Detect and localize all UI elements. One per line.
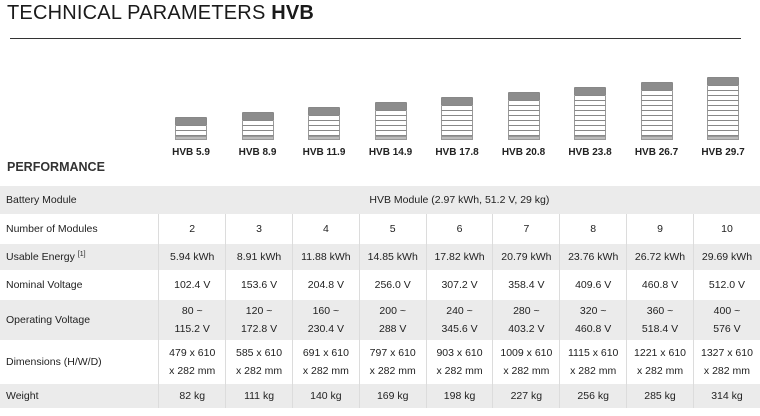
table-cell: [560, 340, 627, 384]
table-cell: [693, 300, 760, 340]
row-label: [0, 244, 159, 270]
battery-base: [641, 136, 673, 140]
cell-line: 11.88 kWh: [301, 251, 351, 263]
table-cell: [560, 214, 627, 244]
cell-line: 230.4 V: [307, 323, 344, 335]
table-cell: [560, 270, 627, 300]
battery-base: [508, 136, 540, 140]
table-cell: [426, 270, 493, 300]
cell-line: 256.0 V: [374, 279, 411, 291]
battery-base: [308, 136, 340, 140]
table-row: [0, 186, 760, 214]
battery-base: [175, 136, 207, 140]
cell-line: 1221 x 610: [634, 347, 686, 359]
product-name: HVB 26.7: [634, 147, 679, 158]
cell-line: 307.2 V: [441, 279, 478, 291]
row-label: [0, 384, 159, 408]
battery-cap: [175, 117, 207, 126]
title-prefix: TECHNICAL PARAMETERS: [7, 2, 272, 24]
cell-line: 1115 x 610: [567, 347, 619, 359]
battery-cap: [242, 112, 274, 121]
cell-line: 20.79 kWh: [501, 251, 552, 263]
battery-base: [574, 136, 606, 140]
battery-cap: [441, 97, 473, 106]
battery-stack-icon: [175, 117, 207, 140]
battery-cap: [308, 107, 340, 116]
cell-line: 1009 x 610: [500, 347, 553, 359]
cell-line: 3: [256, 223, 262, 235]
cell-line: 26.72 kWh: [634, 251, 686, 263]
cell-line: 8: [590, 223, 597, 235]
cell-line: 160 ~: [312, 305, 340, 317]
cell-line: 2: [189, 223, 196, 235]
cell-line: 240 ~: [446, 305, 473, 317]
battery-cap: [707, 77, 739, 86]
cell-line: 14.85 kWh: [367, 251, 418, 263]
table-cell: [359, 340, 426, 384]
table-cell: [226, 384, 293, 408]
table-cell: [226, 300, 293, 340]
row-label-text: Usable Energy: [6, 251, 75, 263]
cell-line: 6: [456, 223, 463, 235]
cell-line: 280 ~: [513, 305, 540, 317]
product-name: HVB 23.8: [568, 147, 612, 158]
cell-line: x 282 mm: [369, 365, 416, 377]
battery-stack-icon: [308, 107, 340, 140]
cell-line: 9: [657, 223, 663, 235]
cell-line: 403.2 V: [508, 323, 545, 335]
product-name: HVB 29.7: [701, 147, 745, 158]
table-cell: [292, 384, 359, 408]
footnote-marker: [1]: [77, 251, 86, 258]
table-cell: [426, 300, 493, 340]
battery-base: [441, 136, 473, 140]
cell-line: 17.82 kWh: [434, 251, 485, 263]
cell-line: 360 ~: [646, 305, 674, 317]
battery-base: [375, 136, 407, 140]
cell-line: 115.2 V: [174, 323, 210, 335]
table-cell: [359, 244, 426, 270]
product-3: [291, 40, 357, 160]
table-cell: [159, 214, 226, 244]
table-cell: [493, 340, 560, 384]
battery-stack-icon: [508, 92, 540, 140]
page-title: [7, 2, 314, 25]
cell-line: 111 kg: [244, 390, 275, 402]
battery-cap: [574, 87, 606, 96]
product-8: [624, 40, 690, 160]
table-cell: [359, 300, 426, 340]
battery-cap: [641, 82, 673, 91]
product-6: [491, 40, 557, 160]
table-cell: [292, 270, 359, 300]
cell-line: 80 ~: [181, 305, 203, 317]
table-cell: [693, 384, 760, 408]
battery-stack-icon: [707, 77, 739, 140]
battery-cap: [508, 92, 540, 101]
table-row: [0, 384, 760, 408]
row-label-text: Nominal Voltage: [6, 279, 83, 291]
table-cell: [693, 244, 760, 270]
cell-line: 169 kg: [376, 390, 409, 402]
cell-line: 102.4 V: [174, 279, 211, 291]
cell-line: 460.8 V: [641, 279, 679, 291]
cell-line: 172.8 V: [240, 323, 278, 335]
table-row: [0, 340, 760, 384]
cell-line: 256 kg: [577, 390, 609, 402]
product-illustrations: [0, 40, 760, 160]
cell-line: 512.0 V: [708, 279, 746, 291]
row-label: Battery Module: [0, 186, 159, 214]
cell-line: x 282 mm: [436, 365, 483, 377]
table-cell: [159, 300, 226, 340]
table-cell: [159, 340, 226, 384]
cell-line: 120 ~: [245, 305, 273, 317]
cell-line: x 282 mm: [636, 365, 684, 377]
table-cell: [693, 214, 760, 244]
table-cell: [226, 214, 293, 244]
battery-base: [242, 136, 274, 140]
cell-line: 345.6 V: [441, 323, 478, 335]
product-2: [225, 40, 291, 160]
cell-line: 358.4 V: [508, 279, 545, 291]
table-cell: [627, 384, 694, 408]
cell-line: 7: [523, 223, 530, 235]
title-divider: [10, 38, 741, 39]
product-5: [424, 40, 490, 160]
battery-stack-icon: [375, 102, 407, 140]
cell-line: 153.6 V: [240, 279, 278, 291]
cell-line: 797 x 610: [369, 347, 416, 359]
cell-line: x 282 mm: [236, 365, 283, 377]
cell-line: x 282 mm: [169, 365, 216, 377]
table-row: [0, 244, 760, 270]
product-name: HVB 14.9: [368, 147, 413, 158]
cell-line: x 282 mm: [570, 365, 617, 377]
cell-line: 288 V: [378, 323, 407, 335]
table-cell: [560, 244, 627, 270]
battery-stack-icon: [242, 112, 274, 140]
table-cell: [627, 340, 694, 384]
table-cell: [226, 340, 293, 384]
table-cell: [359, 384, 426, 408]
table-cell: [493, 384, 560, 408]
table-cell: [493, 300, 560, 340]
table-cell: [159, 384, 226, 408]
table-cell: [560, 300, 627, 340]
product-name: HVB 17.8: [435, 147, 479, 158]
product-1: [158, 40, 224, 160]
table-cell: [627, 270, 694, 300]
row-label: [0, 300, 159, 340]
table-cell: [292, 340, 359, 384]
table-cell: [493, 214, 560, 244]
cell-line: x 282 mm: [302, 365, 349, 377]
row-label-text: Operating Voltage: [6, 314, 91, 326]
cell-line: 460.8 V: [575, 323, 612, 335]
cell-line: 4: [322, 223, 329, 235]
product-9: [690, 40, 756, 160]
cell-line: 903 x 610: [436, 347, 483, 359]
table-cell: [359, 214, 426, 244]
row-label: [0, 340, 159, 384]
cell-line: 479 x 610: [169, 347, 216, 359]
cell-line: 200 ~: [379, 305, 406, 317]
table-row: [0, 300, 760, 340]
battery-stack-icon: [641, 82, 673, 140]
cell-line: 8.91 kWh: [236, 251, 282, 263]
row-label-text: Dimensions (H/W/D): [6, 356, 102, 368]
table-row: [0, 214, 760, 244]
cell-line: 5: [389, 223, 396, 235]
table-cell: [226, 244, 293, 270]
cell-line: 140 kg: [310, 390, 342, 402]
product-name: HVB 11.9: [302, 147, 346, 158]
table-cell: [292, 214, 359, 244]
row-label-text: Weight: [6, 390, 39, 402]
cell-line: 285 kg: [644, 390, 676, 402]
battery-module-value: HVB Module (2.97 kWh, 51.2 V, 29 kg): [159, 186, 760, 214]
cell-line: 227 kg: [510, 390, 543, 402]
row-label-text: Number of Modules: [6, 223, 98, 235]
table-cell: [426, 244, 493, 270]
table-cell: [693, 340, 760, 384]
cell-line: 10: [721, 223, 733, 235]
cell-line: 29.69 kWh: [701, 251, 753, 263]
table-cell: [627, 300, 694, 340]
table-cell: [560, 384, 627, 408]
performance-table: [0, 186, 760, 408]
cell-line: 400 ~: [713, 305, 741, 317]
table-row: [0, 270, 760, 300]
table-cell: [426, 384, 493, 408]
title-model: HVB: [271, 2, 315, 24]
table-cell: [359, 270, 426, 300]
table-cell: [292, 300, 359, 340]
table-cell: [292, 244, 359, 270]
battery-stack-icon: [441, 97, 473, 140]
cell-line: 518.4 V: [641, 323, 679, 335]
table-cell: [493, 270, 560, 300]
table-cell: [493, 244, 560, 270]
cell-line: x 282 mm: [503, 365, 550, 377]
cell-line: 204.8 V: [307, 279, 344, 291]
product-4: [358, 40, 424, 160]
table-cell: [426, 214, 493, 244]
cell-line: 198 kg: [443, 390, 476, 402]
table-cell: [627, 214, 694, 244]
table-cell: [426, 340, 493, 384]
cell-line: 314 kg: [711, 390, 743, 402]
product-name: HVB 8.9: [238, 147, 277, 158]
cell-line: x 282 mm: [703, 365, 751, 377]
row-label: [0, 214, 159, 244]
product-7: [557, 40, 623, 160]
cell-line: 1327 x 610: [700, 347, 753, 359]
row-label: [0, 270, 159, 300]
table-cell: [226, 270, 293, 300]
table-cell: [159, 244, 226, 270]
battery-cap: [375, 102, 407, 111]
cell-line: 5.94 kWh: [170, 251, 215, 263]
cell-line: 585 x 610: [235, 347, 283, 359]
cell-line: 409.6 V: [575, 279, 612, 291]
cell-line: 23.76 kWh: [568, 251, 619, 263]
table-cell: [693, 270, 760, 300]
table-cell: [627, 244, 694, 270]
table-cell: [159, 270, 226, 300]
cell-line: 691 x 610: [302, 347, 349, 359]
cell-line: 320 ~: [579, 305, 607, 317]
product-name: HVB 20.8: [501, 147, 546, 158]
section-title: PERFORMANCE: [7, 160, 105, 174]
battery-stack-icon: [574, 87, 606, 140]
product-name: HVB 5.9: [172, 147, 210, 158]
battery-base: [707, 136, 739, 140]
cell-line: 82 kg: [179, 390, 206, 402]
cell-line: 576 V: [713, 323, 741, 335]
